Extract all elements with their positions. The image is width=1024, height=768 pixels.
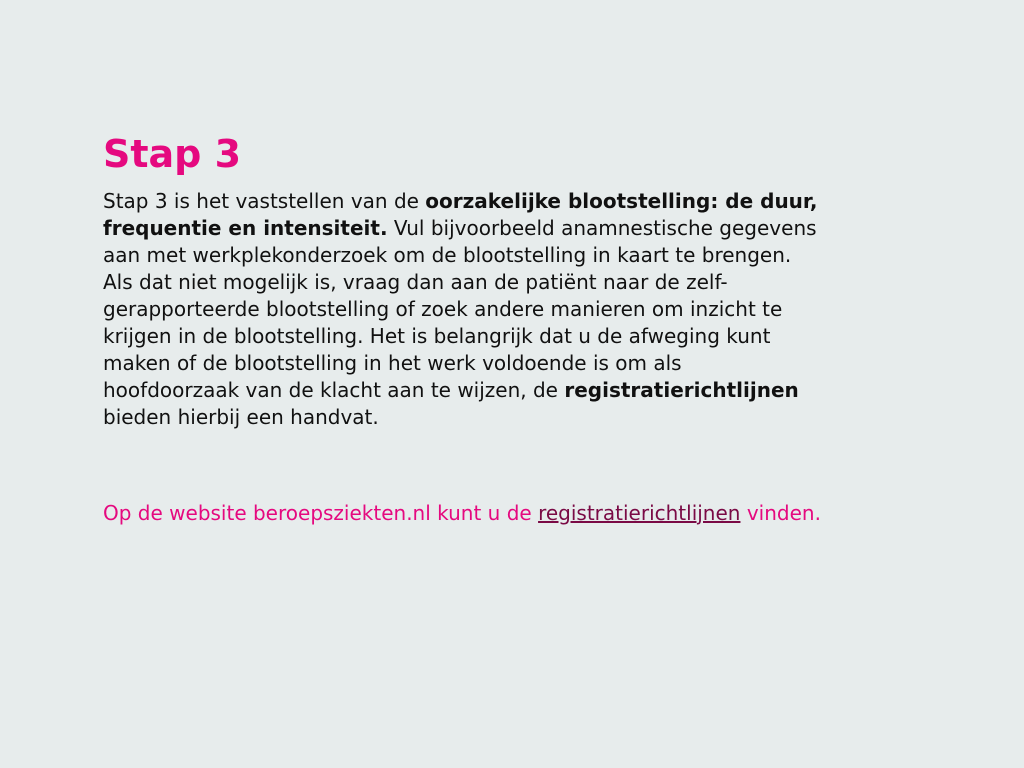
text-segment: Stap 3 is het vaststellen van de — [103, 189, 426, 213]
website-note-prefix: Op de website beroepsziekten.nl kunt u de — [103, 501, 539, 525]
bold-text: registratierichtlijnen — [564, 378, 799, 402]
paragraph-line-1 — [103, 188, 933, 215]
paragraph-line-2 — [103, 215, 933, 242]
slide-title: Stap 3 — [103, 132, 242, 176]
bold-text: oorzakelijke blootstelling: de duur, — [425, 189, 818, 213]
paragraph-line-7: maken of de blootstelling in het werk voldoende is om als — [103, 351, 682, 375]
paragraph-line-5: gerapporteerde blootstelling of zoek andere manieren om inzicht te — [103, 297, 783, 321]
paragraph-line-6: krijgen in de blootstelling. Het is belangrijk dat u de afweging kunt — [103, 324, 771, 348]
paragraph-line-8 — [103, 377, 933, 404]
registratierichtlijnen-link[interactable]: registratierichtlijnen — [538, 501, 741, 525]
body-paragraph — [103, 188, 933, 431]
website-note — [103, 500, 821, 527]
text-segment: hoofdoorzaak van de klacht aan te wijzen, de — [103, 378, 565, 402]
website-note-suffix: vinden. — [740, 501, 821, 525]
text-segment: Vul bijvoorbeeld anamnestische gegevens — [387, 216, 817, 240]
bold-text: frequentie en intensiteit. — [103, 216, 388, 240]
paragraph-line-9: bieden hierbij een handvat. — [103, 405, 379, 429]
paragraph-line-3: aan met werkplekonderzoek om de blootstelling in kaart te brengen. — [103, 243, 792, 267]
paragraph-line-4: Als dat niet mogelijk is, vraag dan aan de patiënt naar de zelf- — [103, 270, 728, 294]
